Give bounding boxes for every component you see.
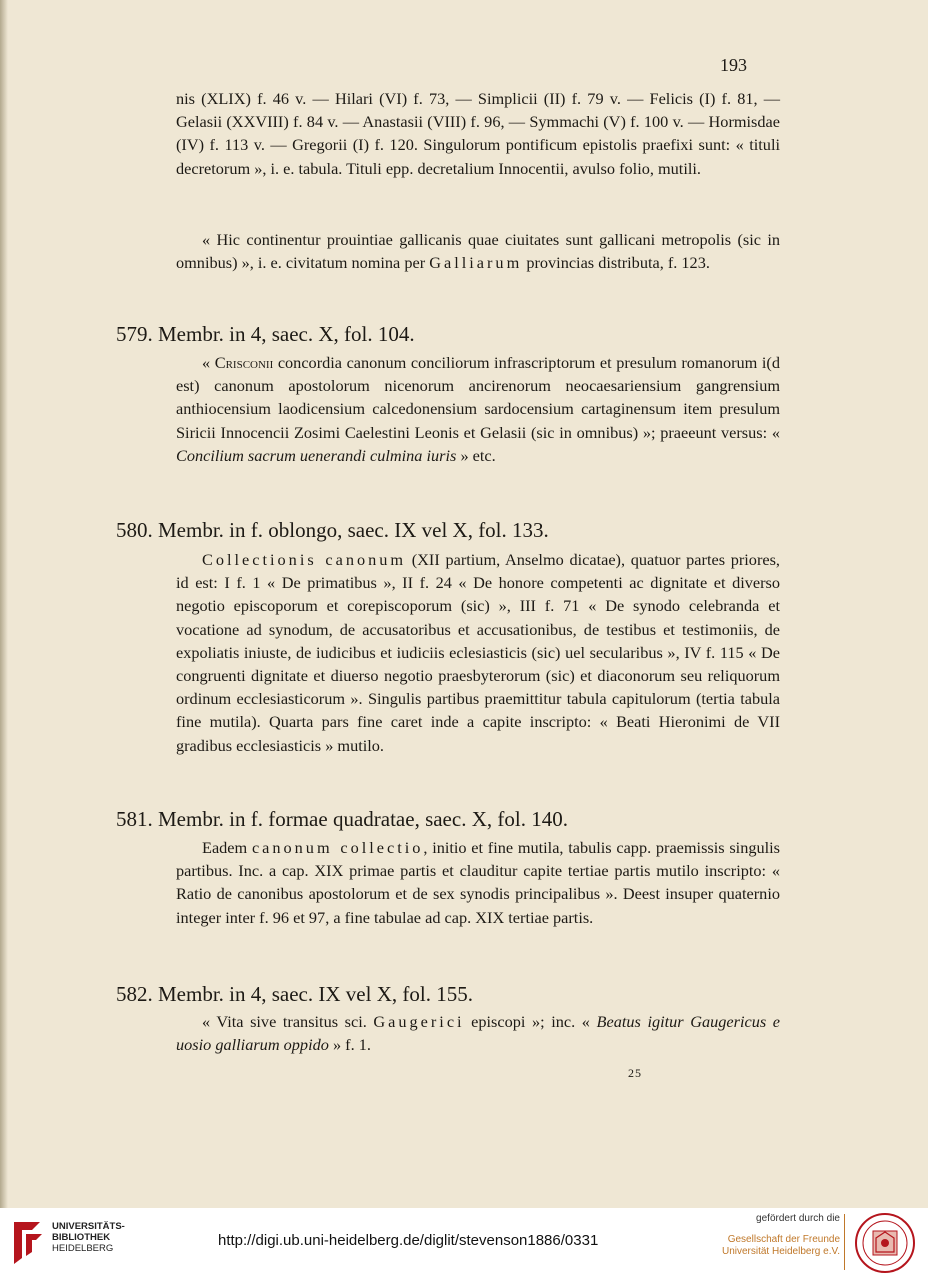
entry-582-text-1: episcopi »; inc. « — [464, 1012, 597, 1031]
entry-579-author: Crisconii — [214, 353, 274, 372]
entry-580-title: Collectionis canonum — [202, 550, 407, 569]
entry-581-text: , initio et fine mutila, tabulis capp. praemissis singulis partibus. Inc. a cap. XIX primae partis et clauditur capite tertiae partis mutilo inscripto: « Ratio de canonibus apostolorum et de sex synodis principalibus ». Deest insuper quaternio integer inter f. 96 et 97, a fine tabulae ad cap. XIX tertiae partis. — [176, 838, 781, 927]
sponsor-name-line-2: Universität Heidelberg e.V. — [721, 1246, 840, 1257]
entry-579-text-1: « — [202, 353, 215, 372]
entry-582-incipit: Beatus igitur Gaugericus e uosio galliarum oppido — [176, 1012, 781, 1055]
entry-581-body — [176, 836, 780, 929]
entry-579-text-2: concordia canonum conciliorum infrascriptorum et presulum romanorum i(d est) canonum apostolorum nicenorum ancirenorum neocaesariensium gangrensium anthiocensium laodicensium calcedonensium sardocensium cartaginensum item presulum Siricii Innocencii Zosimi Caelestini Leonis et Gelasii (sic in omnibus) »; praeeunt versus: « — [176, 353, 780, 442]
entry-582-body — [176, 1010, 780, 1056]
entry-582-name: Gaugerici — [373, 1012, 465, 1031]
page-gutter-shadow — [0, 0, 8, 1208]
entry-580-text: (XII partium, Anselmo dicatae), quatuor partes priores, id est: I f. 1 « De primatibus », II f. 24 « De honore competenti ac dignitate et diverso negotio episcoporum et corepiscoporum (sic) », III f. 71 « De synodo celebranda et vocatione ad synodum, de accusatoribus et accusationibus, de testibus et testimoniis, de expoliatis iniuste, de iudicibus et iudiciis eclesiasticis (sic) uel secularibus », IV f. 115 « De congruenti dignitate et diuerso negotio praesbyterorum (sic) et diaconorum seu reliquorum ordinum ecclesiasticorum ». Singulis partibus praemittitur tabula capitulorum (tertia tabula fine mutila). Quarta pars fine caret inde a capite inscripto: « Beati Hieronimi de VII gradibus ecclesiasticis » mutilo. — [176, 550, 781, 755]
entry-579-heading: 579. Membr. in 4, saec. X, fol. 104. — [116, 322, 415, 346]
entry-580-body — [176, 548, 780, 757]
quote-paragraph — [176, 228, 780, 274]
page-number: 193 — [720, 55, 747, 75]
entry-580-heading: 580. Membr. in f. oblongo, saec. IX vel X, fol. 133. — [116, 518, 549, 542]
university-seal-icon — [854, 1212, 916, 1274]
library-logo-icon — [10, 1220, 46, 1266]
viewer-footer — [0, 1208, 928, 1276]
continuation-text: nis (XLIX) f. 46 v. — Hilari (VI) f. 73, — Simplicii (II) f. 79 v. — Felicis (I) f. 81, — Gelasii (XXVIII) f. 84 v. — Anastasii (VIII) f. 96, — Symmachi (V) f. 100 v. — Hormisdae (IV) f. 113 v. — Gregorii (I) f. 120. Singulorum pontificum epistolis praefixi sunt: « tituli decretorum », i. e. tabula. Tituli epp. decretalium Innocentii, avulso folio, mutili. — [176, 89, 780, 178]
sponsor-divider — [844, 1214, 845, 1270]
entry-581-heading: 581. Membr. in f. formae quadratae, saec. X, fol. 140. — [116, 807, 568, 831]
quote-spaced-word: Galliarum — [429, 253, 523, 273]
continuation-paragraph — [176, 87, 780, 180]
library-name-line-2: BIBLIOTHEK — [52, 1232, 111, 1243]
entry-579-text-3: » etc. — [456, 445, 496, 465]
permalink-url[interactable]: http://digi.ub.uni-heidelberg.de/diglit/stevenson1886/0331 — [218, 1232, 599, 1249]
entry-581-text-0: Eadem — [202, 838, 252, 857]
entry-579-body — [176, 351, 780, 467]
quote-text-2: gallicanis quae ciuitates sunt gallicani metropolis (sic in omnibus) », i. e. civitatum nomina per — [176, 230, 781, 273]
sponsor-block — [720, 1213, 840, 1258]
entry-582-heading: 582. Membr. in 4, saec. IX vel X, fol. 155. — [116, 982, 473, 1006]
signature-mark: 25 — [628, 1066, 642, 1080]
sponsor-label: gefördert durch die — [756, 1213, 840, 1224]
entry-581-title: canonum collectio — [251, 838, 424, 857]
library-name-line-3: HEIDELBERG — [52, 1243, 114, 1254]
library-name — [52, 1221, 125, 1254]
sponsor-name-line-1: Gesellschaft der Freunde — [727, 1234, 840, 1245]
entry-582-text-0: « Vita sive transitus sci. — [202, 1012, 374, 1031]
entry-582-text-2: » f. 1. — [328, 1035, 371, 1055]
entry-579-incipit: Concilium sacrum uenerandi culmina iuris — [176, 445, 457, 465]
library-name-line-1: UNIVERSITÄTS- — [52, 1221, 125, 1232]
quote-text-3: provincias distributa, f. 123. — [526, 253, 710, 273]
quote-text-1: « Hic continentur prouintiae — [202, 230, 393, 249]
